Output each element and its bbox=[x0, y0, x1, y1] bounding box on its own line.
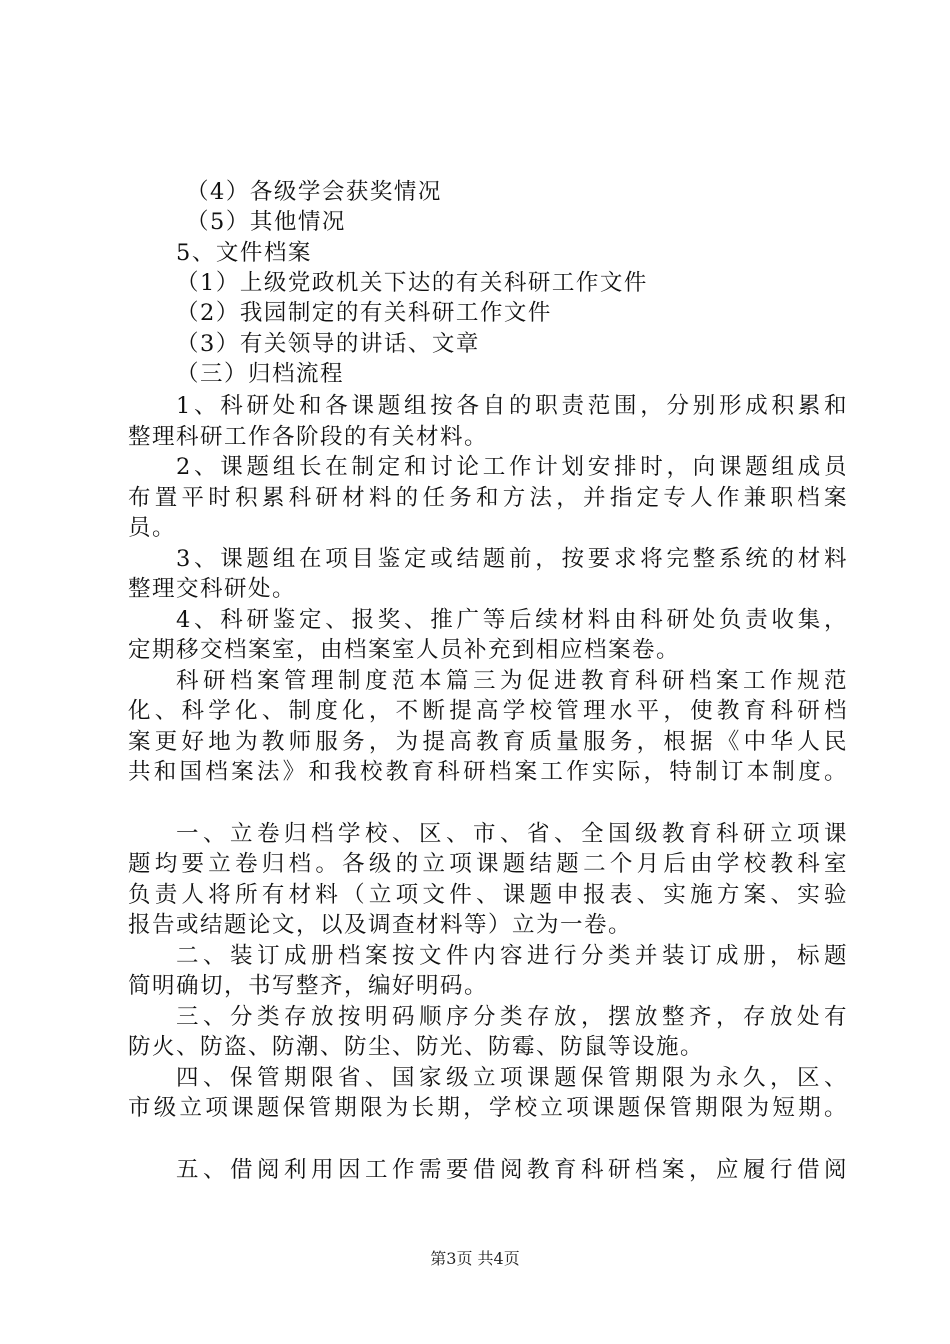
text-line: （4）各级学会获奖情况 bbox=[186, 179, 442, 205]
text-line: 五、借阅利用因工作需要借阅教育科研档案，应履行借阅 bbox=[176, 1157, 848, 1183]
text-line: 报告或结题论文，以及调查材料等）立为一卷。 bbox=[128, 912, 633, 938]
text-line: （1）上级党政机关下达的有关科研工作文件 bbox=[176, 270, 648, 296]
text-line: 市级立项课题保管期限为长期，学校立项课题保管期限为短期。 bbox=[128, 1095, 848, 1121]
text-line: 员。 bbox=[128, 515, 177, 541]
page-footer: 第3页 共4页 bbox=[430, 1249, 520, 1268]
text-line: 科研档案管理制度范本篇三为促进教育科研档案工作规范 bbox=[176, 668, 848, 694]
text-line: 定期移交档案室，由档案室人员补充到相应档案卷。 bbox=[128, 637, 681, 663]
text-line: （3）有关领导的讲话、文章 bbox=[176, 331, 480, 357]
text-line: 2、课题组长在制定和讨论工作计划安排时，向课题组成员 bbox=[176, 454, 848, 480]
text-line: （5）其他情况 bbox=[186, 209, 346, 235]
text-line: 防火、防盗、防潮、防尘、防光、防霉、防鼠等设施。 bbox=[128, 1034, 705, 1060]
text-line: 题均要立卷归档。各级的立项课题结题二个月后由学校教科室 bbox=[128, 851, 848, 877]
text-line: 3、课题组在项目鉴定或结题前，按要求将完整系统的材料 bbox=[176, 546, 848, 572]
text-line: 二、装订成册档案按文件内容进行分类并装订成册，标题 bbox=[176, 943, 848, 969]
text-line: 整理交科研处。 bbox=[128, 576, 297, 602]
text-line: 5、文件档案 bbox=[176, 240, 312, 266]
text-line: 整理科研工作各阶段的有关材料。 bbox=[128, 424, 489, 450]
text-line: （2）我园制定的有关科研工作文件 bbox=[176, 300, 552, 326]
text-line: 案更好地为教师服务，为提高教育质量服务，根据《中华人民 bbox=[128, 729, 848, 755]
text-line: 共和国档案法》和我校教育科研档案工作实际，特制订本制度。 bbox=[128, 759, 848, 785]
text-line: 简明确切，书写整齐，编好明码。 bbox=[128, 973, 489, 999]
text-line: 一、立卷归档学校、区、市、省、全国级教育科研立项课 bbox=[176, 821, 848, 847]
text-line: 三、分类存放按明码顺序分类存放，摆放整齐，存放处有 bbox=[176, 1004, 848, 1030]
text-line: 四、保管期限省、国家级立项课题保管期限为永久，区、 bbox=[176, 1065, 848, 1091]
text-line: 负责人将所有材料（立项文件、课题申报表、实施方案、实验 bbox=[128, 882, 848, 908]
text-line: 布置平时积累科研材料的任务和方法，并指定专人作兼职档案 bbox=[128, 485, 848, 511]
text-line: 1、科研处和各课题组按各自的职责范围，分别形成积累和 bbox=[176, 393, 848, 419]
text-line: 4、科研鉴定、报奖、推广等后续材料由科研处负责收集， bbox=[176, 607, 848, 633]
section-heading: （三）归档流程 bbox=[176, 361, 345, 387]
text-line: 化、科学化、制度化，不断提高学校管理水平，使教育科研档 bbox=[128, 698, 848, 724]
